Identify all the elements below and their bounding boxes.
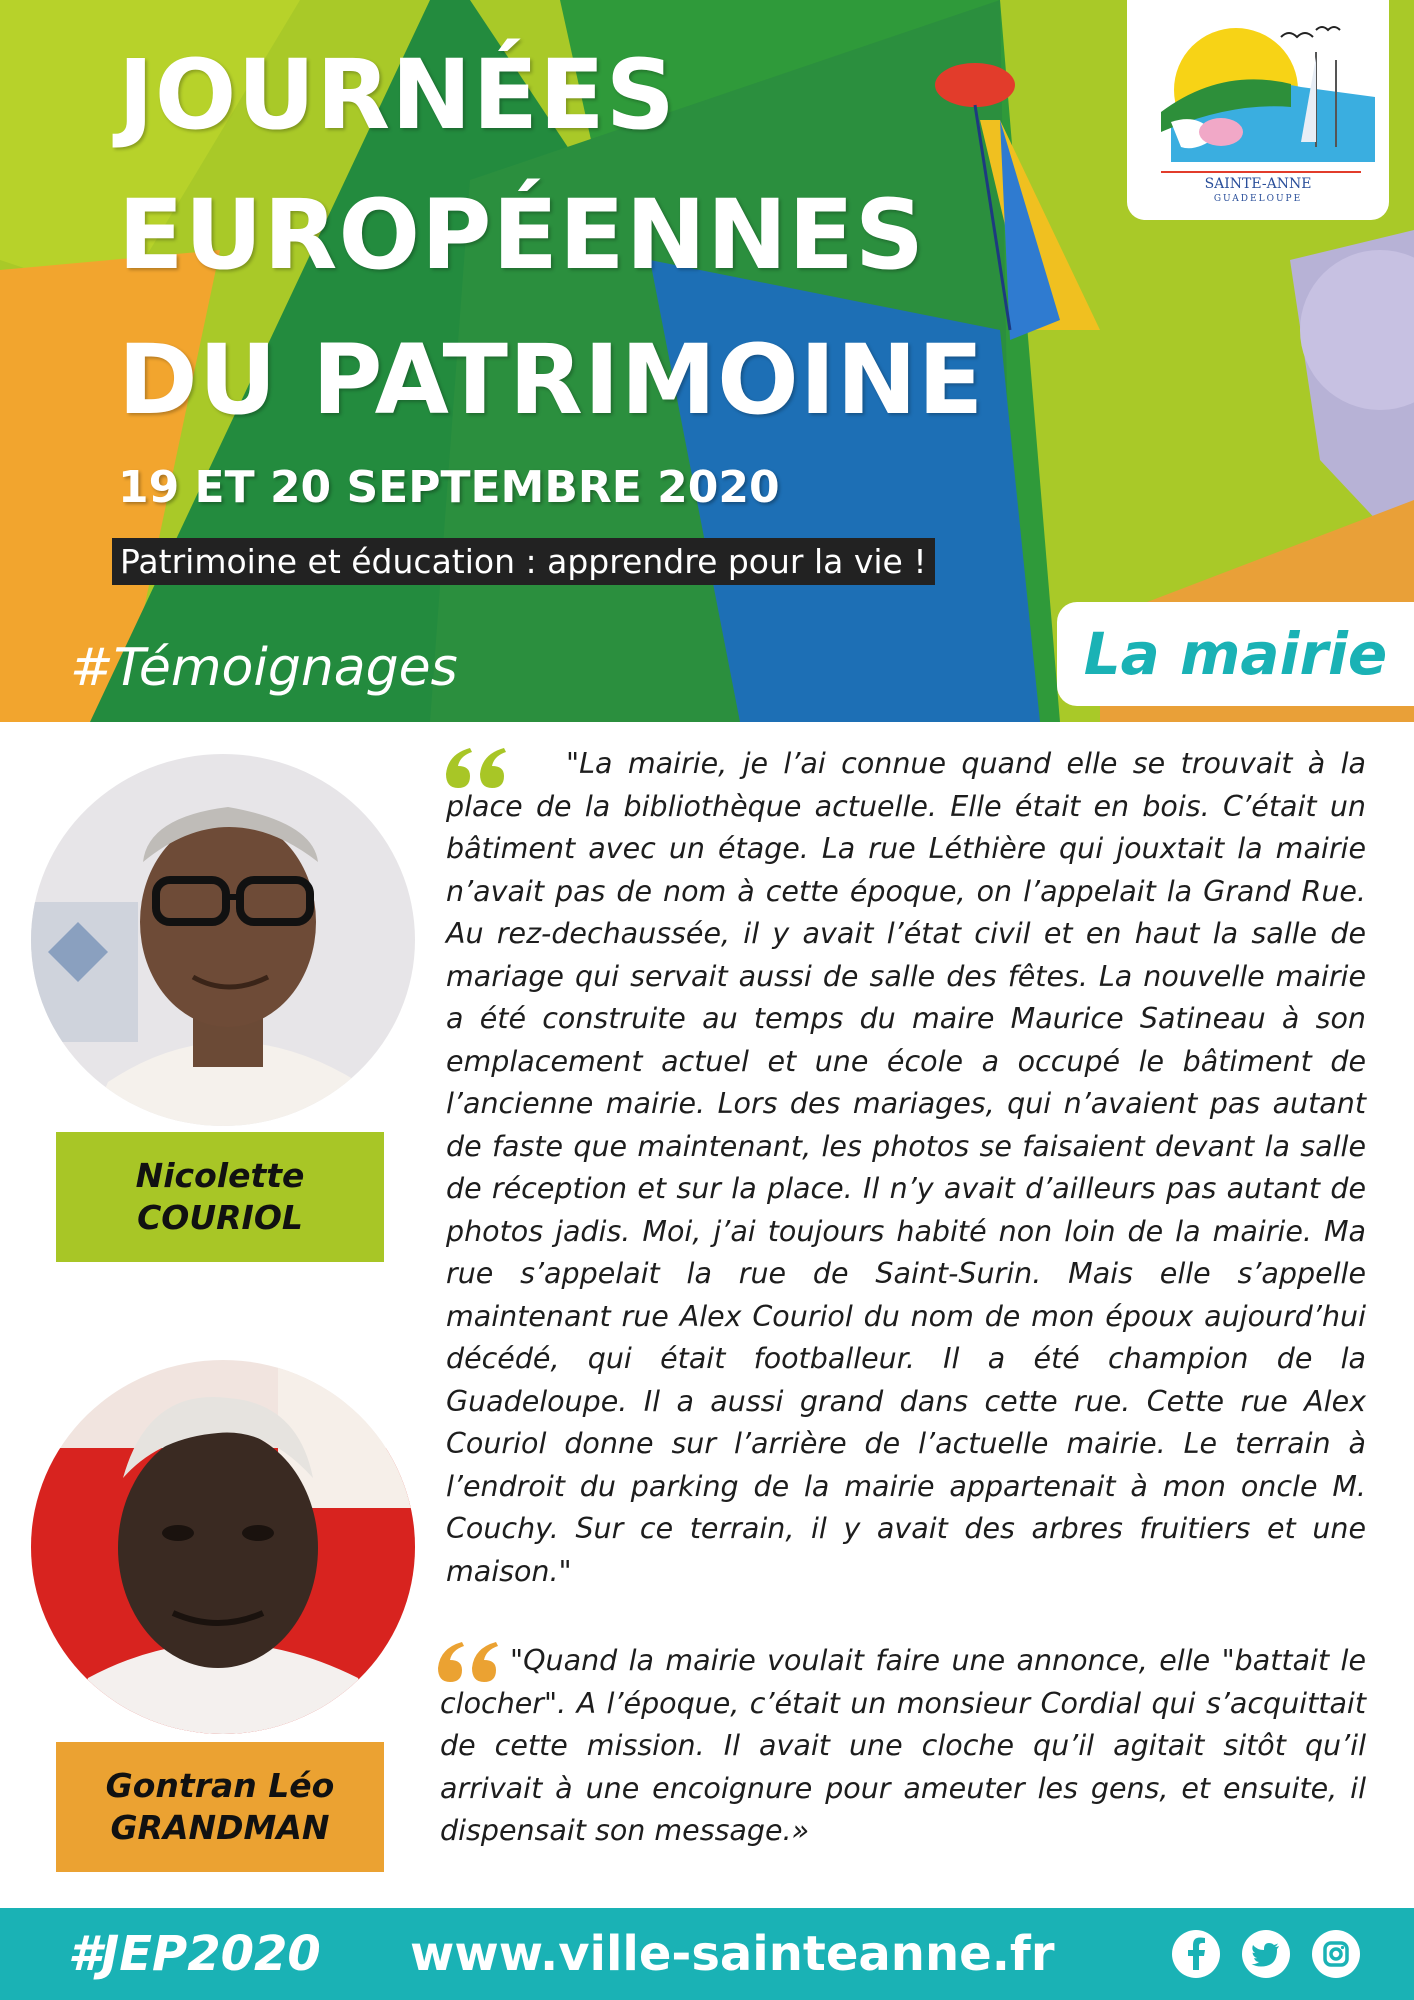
person-2-last-name: GRANDMAN xyxy=(110,1808,330,1847)
person-1-first-name: Nicolette xyxy=(135,1156,305,1195)
section-tab xyxy=(1057,602,1414,706)
event-theme: Patrimoine et éducation : apprendre pour la vie ! xyxy=(112,538,935,585)
logo-region: GUADELOUPE xyxy=(1213,194,1303,204)
person-2-first-name: Gontran Léo xyxy=(105,1766,335,1805)
logo-artwork xyxy=(1141,12,1375,177)
hashtag-temoignages: #Témoignages xyxy=(70,638,458,698)
instagram-icon[interactable] xyxy=(1312,1930,1360,1978)
portrait-photo-1 xyxy=(28,752,418,1128)
title-line-3: DU PATRIMOINE xyxy=(118,324,985,436)
testimony-2: "Quand la mairie voulait faire une annonce, elle "battait le clocher". A l’époque, c’était un monsieur Cordial qui s’acquittait de cette mission. Il avait une cloche qu’il agitait sitôt qu’il arrivait à une encoignure pour ameuter les gens, et ensuite, il dispensait son message.» xyxy=(440,1644,1366,1847)
section-title: La mairie xyxy=(1083,620,1388,688)
title-line-2: EUROPÉENNES xyxy=(118,179,925,291)
portrait-photo-2 xyxy=(28,1358,418,1736)
person-1-name-box xyxy=(56,1132,384,1262)
person-2-name-box xyxy=(56,1742,384,1872)
event-dates: 19 ET 20 SEPTEMBRE 2020 xyxy=(118,462,780,513)
person-1-last-name: COURIOL xyxy=(137,1198,303,1237)
footer-bar xyxy=(0,1908,1414,2000)
title-line-1: JOURNÉES xyxy=(118,39,676,151)
sainte-anne-logo xyxy=(1127,0,1389,220)
logo-name: SAINTE-ANNE xyxy=(1204,176,1312,192)
facebook-icon[interactable] xyxy=(1172,1930,1220,1978)
website-link[interactable]: www.ville-sainteanne.fr xyxy=(410,1926,1055,1982)
testimony-1: "La mairie, je l’ai connue quand elle se trouvait à la place de la bibliothèque actuelle. Elle était en bois. C’était un bâtiment avec un étage. La rue Léthière qui jouxtait la mairie n’avait pas de nom à cette époque, on l’appelait la Grand Rue. Au rez-dechaussée, il y avait l’état civil et en haut la salle de mariage qui servait aussi de salle des fêtes. La nouvelle mairie a été construite au temps du maire Maurice Satineau à son emplacement actuel et une école a occupé le bâtiment de l’ancienne mairie. Lors des mariages, qui n’avaient pas autant de faste que maintenant, les photos se faisaient devant la salle de réception et sur la place. Il n’y avait d’ailleurs pas autant de photos jadis. Moi, j’ai toujours habité non loin de la mairie. Ma rue s’appelait la rue de Saint-Surin. Mais elle s’appelle maintenant rue Alex Couriol du nom de mon époux aujourd’hui décédé, qui était footballeur. Il a été champion de la Guadeloupe. Il a aussi grand dans cette rue. Cette rue Alex Couriol donne sur l’arrière de l’actuelle mairie. Le terrain à l’endroit du parking de la mairie appartenait à mon oncle M. Couchy. Sur ce terrain, il y avait des arbres fruitiers et une maison." xyxy=(446,747,1366,1588)
twitter-icon[interactable] xyxy=(1242,1930,1290,1978)
footer-hashtag: #JEP2020 xyxy=(68,1926,321,1982)
hero-banner xyxy=(0,0,1414,722)
